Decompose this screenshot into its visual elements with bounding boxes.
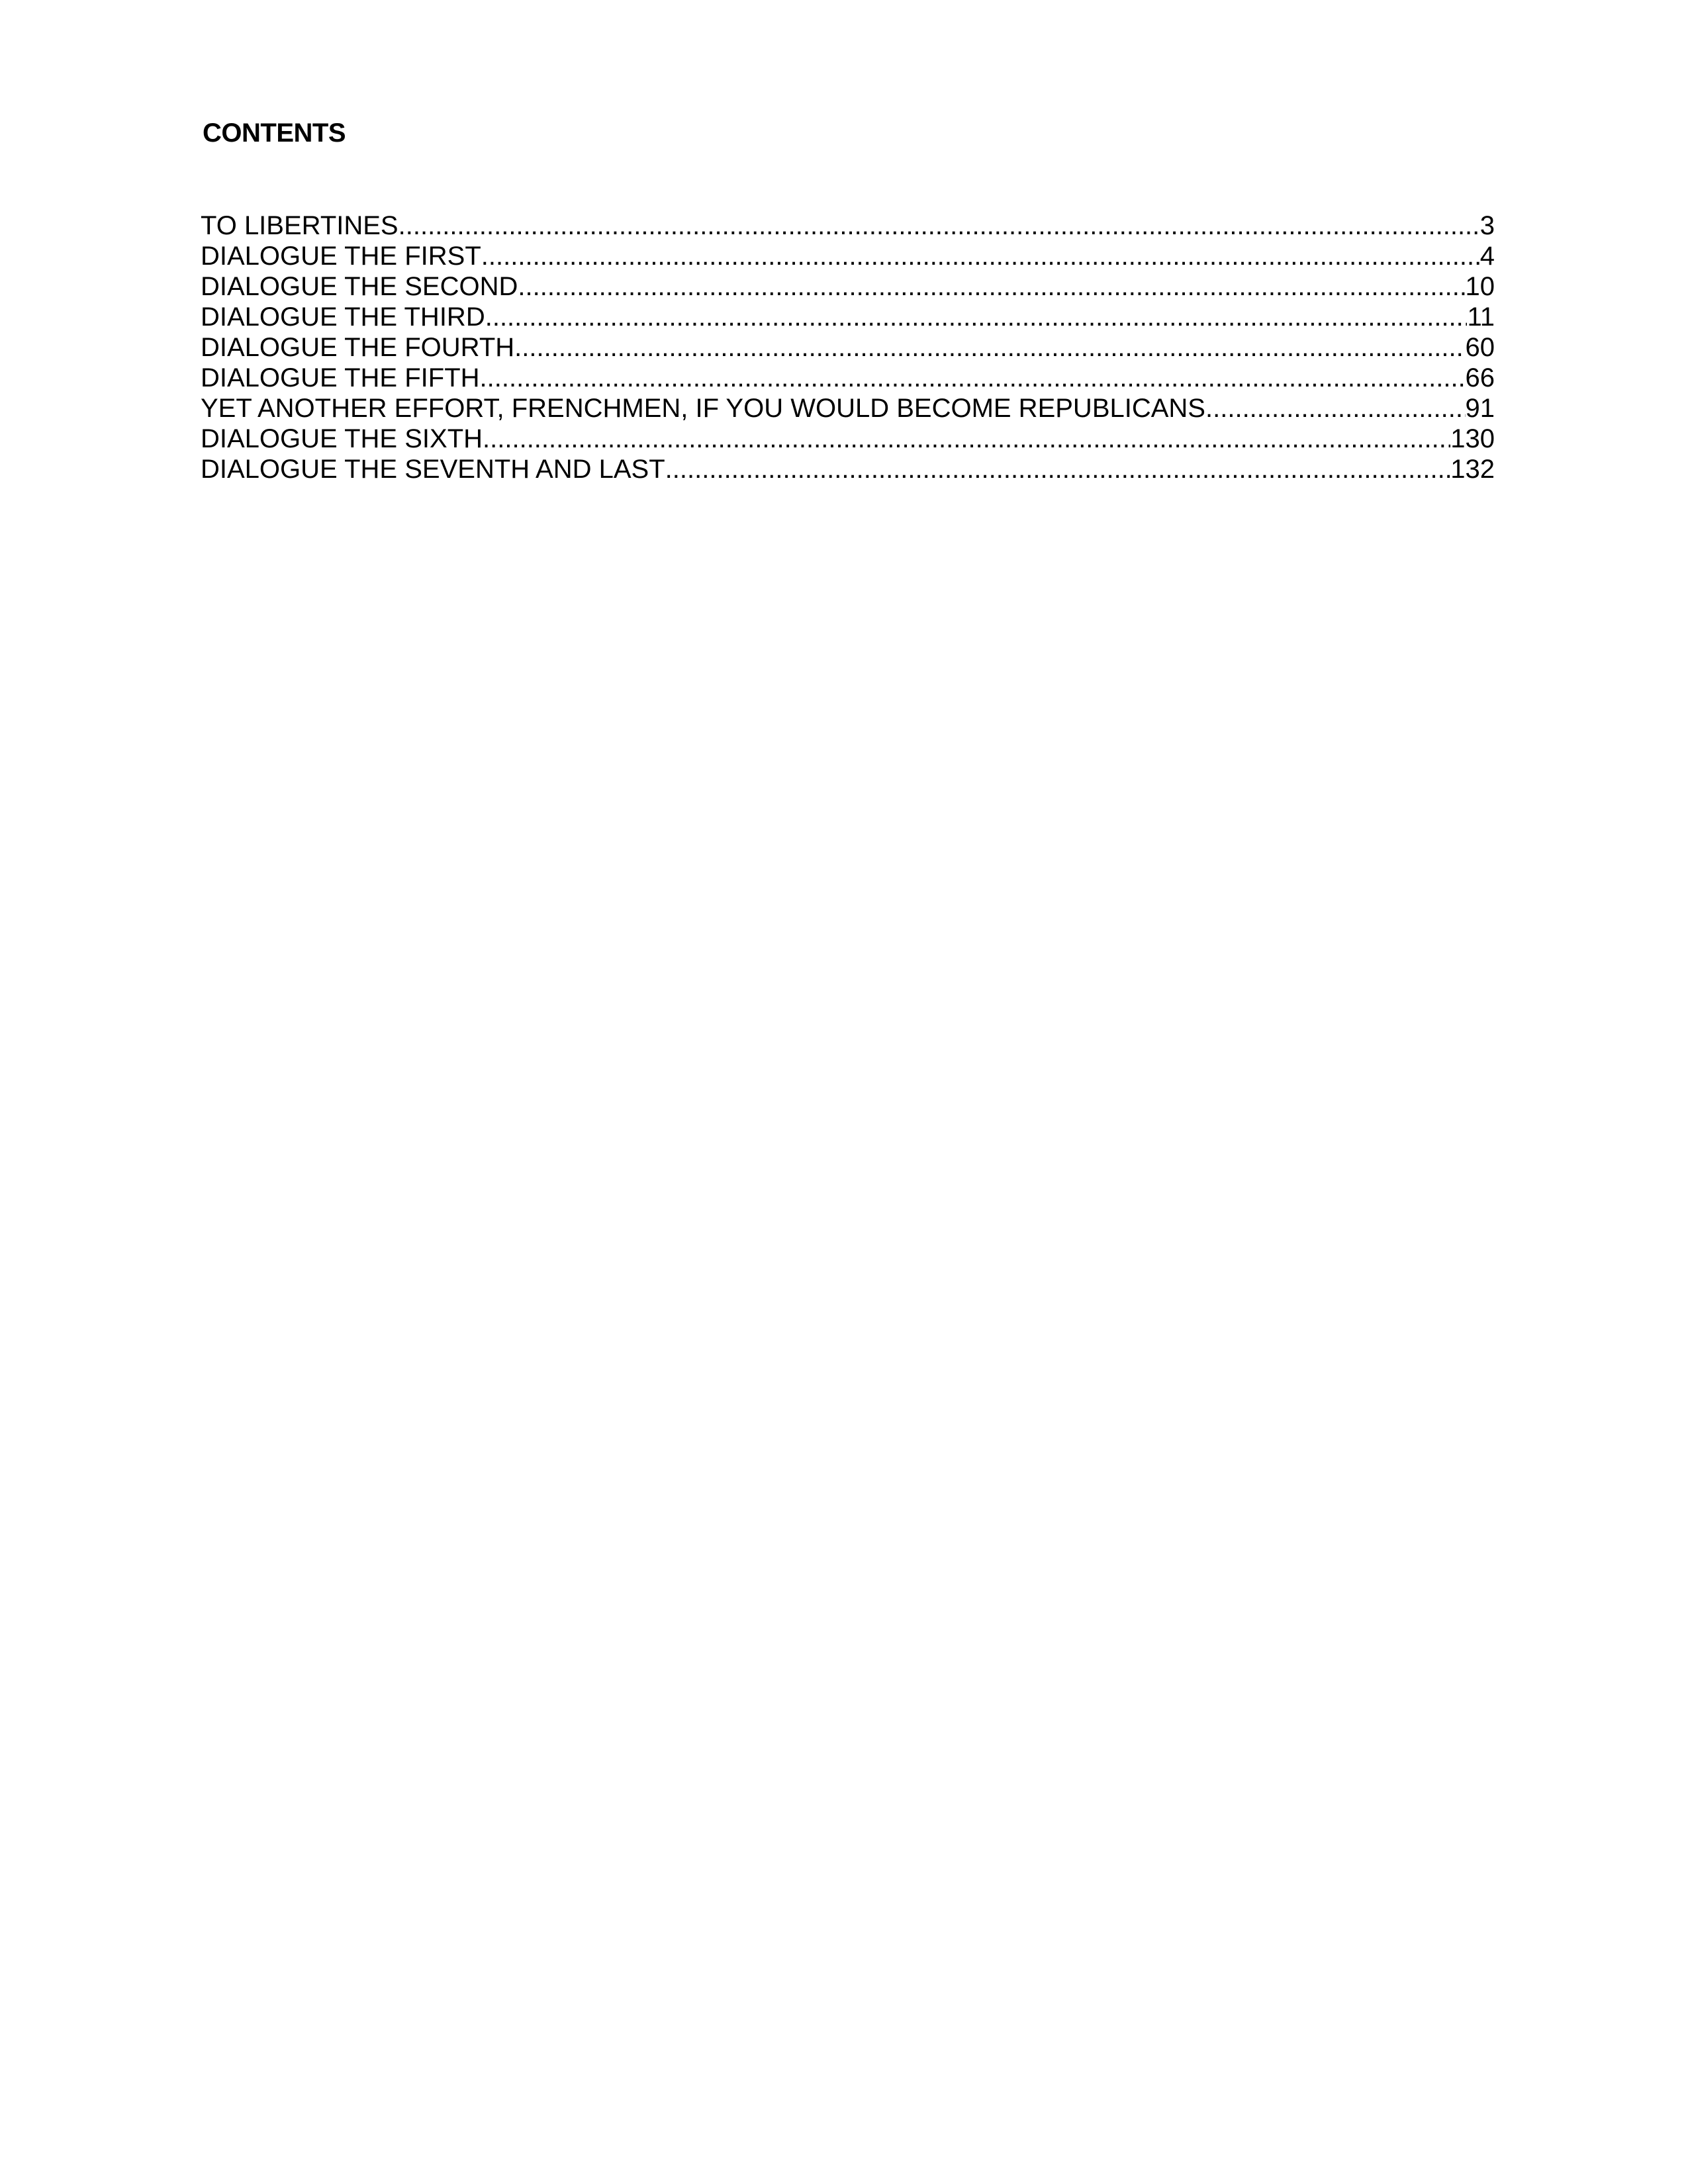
toc-entry[interactable] bbox=[201, 302, 1495, 332]
toc-entry-page: 60 bbox=[1465, 333, 1495, 362]
toc-entry[interactable] bbox=[201, 454, 1495, 484]
toc-entry-page: 3 bbox=[1479, 211, 1495, 240]
toc-entry-title: TO LIBERTINES bbox=[201, 211, 399, 240]
toc-entry-title: YET ANOTHER EFFORT, FRENCHMEN, IF YOU WOULD BECOME REPUBLICANS bbox=[201, 394, 1205, 423]
toc-dot-leader bbox=[514, 332, 1465, 363]
toc-entry-title: DIALOGUE THE SEVENTH AND LAST bbox=[201, 455, 665, 484]
toc-dot-leader bbox=[518, 271, 1465, 302]
toc-entry[interactable] bbox=[201, 393, 1495, 424]
contents-heading: CONTENTS bbox=[203, 118, 346, 148]
toc-entry-page: 11 bbox=[1467, 302, 1495, 332]
toc-entry-title: DIALOGUE THE FIFTH bbox=[201, 363, 480, 392]
toc-dot-leader bbox=[483, 424, 1450, 454]
toc-entry-title: DIALOGUE THE FOURTH bbox=[201, 333, 515, 362]
toc-dot-leader bbox=[485, 302, 1468, 332]
toc-dot-leader bbox=[665, 454, 1451, 484]
toc-entry-title: DIALOGUE THE FIRST bbox=[201, 242, 481, 271]
toc-entry-page: 10 bbox=[1465, 272, 1495, 301]
toc-dot-leader bbox=[481, 241, 1480, 271]
toc-dot-leader bbox=[399, 210, 1480, 241]
toc-entry[interactable] bbox=[201, 332, 1495, 363]
toc-entry-title: DIALOGUE THE SECOND bbox=[201, 272, 518, 301]
toc-entry-page: 66 bbox=[1465, 363, 1495, 392]
toc-entry-title: DIALOGUE THE SIXTH bbox=[201, 424, 483, 453]
toc-entry[interactable] bbox=[201, 363, 1495, 393]
toc-entry-page: 4 bbox=[1479, 242, 1495, 271]
toc-entry[interactable] bbox=[201, 271, 1495, 302]
toc-entry[interactable] bbox=[201, 424, 1495, 454]
toc-dot-leader bbox=[480, 363, 1466, 393]
toc-entry-title: DIALOGUE THE THIRD bbox=[201, 302, 485, 332]
table-of-contents bbox=[201, 210, 1495, 484]
toc-dot-leader bbox=[1205, 393, 1466, 424]
toc-entry-page: 91 bbox=[1465, 394, 1495, 423]
toc-entry-page: 130 bbox=[1450, 424, 1495, 453]
toc-entry[interactable] bbox=[201, 241, 1495, 271]
toc-entry[interactable] bbox=[201, 210, 1495, 241]
toc-entry-page: 132 bbox=[1450, 455, 1495, 484]
